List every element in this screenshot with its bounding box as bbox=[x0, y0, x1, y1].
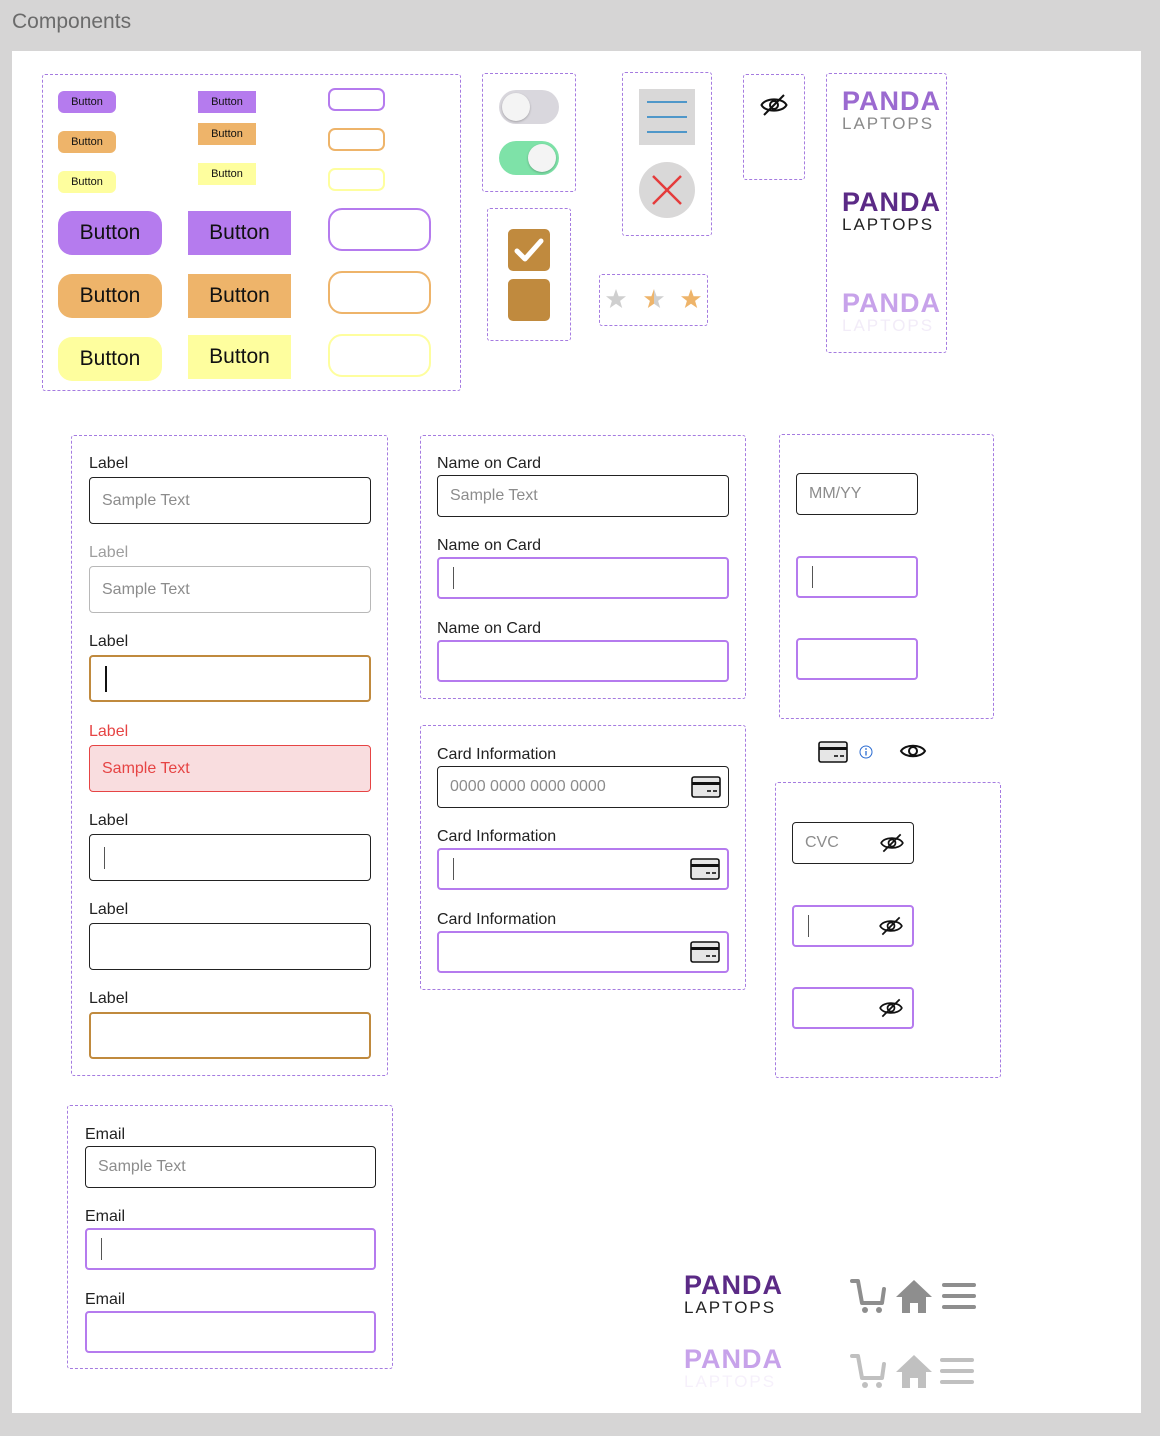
home-icon bbox=[894, 1352, 934, 1390]
credit-card-icon bbox=[818, 741, 848, 763]
email-label: Email bbox=[85, 1208, 126, 1225]
check-icon bbox=[508, 229, 550, 271]
email-input-focused[interactable] bbox=[85, 1311, 376, 1353]
cvc-input-focused[interactable] bbox=[792, 987, 914, 1029]
field-label: Label bbox=[89, 455, 129, 472]
small-purple-square-button[interactable]: Button bbox=[198, 91, 256, 113]
email-input-default[interactable]: Sample Text bbox=[85, 1146, 376, 1188]
credit-card-icon bbox=[691, 776, 721, 798]
credit-card-icon bbox=[690, 941, 720, 963]
checkbox-group bbox=[487, 208, 571, 341]
name-on-card-label: Name on Card bbox=[437, 537, 542, 554]
text-input-default[interactable]: Sample Text bbox=[89, 477, 371, 524]
hamburger-icon bbox=[639, 89, 695, 145]
credit-card-icon bbox=[690, 858, 720, 880]
text-input-typing[interactable] bbox=[89, 834, 371, 881]
large-orange-outline-button[interactable]: Button bbox=[328, 271, 431, 314]
card-number-input-typing[interactable] bbox=[437, 848, 729, 890]
text-input-focused[interactable] bbox=[89, 655, 371, 702]
email-input-typing[interactable] bbox=[85, 1228, 376, 1270]
header-logo[interactable]: PANDA LAPTOPS bbox=[684, 1270, 783, 1317]
card-info-label: Card Information bbox=[437, 828, 557, 845]
text-input-empty[interactable] bbox=[89, 923, 371, 970]
card-info-label: Card Information bbox=[437, 746, 557, 763]
small-orange-square-button[interactable]: Button bbox=[198, 123, 256, 145]
close-icon bbox=[639, 162, 695, 218]
star-icon bbox=[681, 289, 701, 308]
text-input-hover[interactable] bbox=[89, 1012, 371, 1059]
checkbox-checked[interactable] bbox=[508, 229, 550, 271]
header-logo-faded: PANDA LAPTOPS bbox=[684, 1344, 783, 1391]
star-icon bbox=[644, 289, 664, 308]
eye-off-icon[interactable] bbox=[877, 913, 905, 939]
star-icon bbox=[606, 289, 626, 308]
card-info-label: Card Information bbox=[437, 911, 557, 928]
large-purple-button[interactable]: Button bbox=[58, 211, 162, 255]
large-purple-square-button[interactable]: Button bbox=[188, 211, 291, 255]
home-icon[interactable] bbox=[894, 1277, 934, 1315]
email-label: Email bbox=[85, 1126, 126, 1143]
cart-icon[interactable] bbox=[850, 1277, 890, 1315]
cvc-input-typing[interactable] bbox=[792, 905, 914, 947]
large-purple-outline-button[interactable]: Button bbox=[328, 208, 431, 251]
nav-icons bbox=[850, 1277, 980, 1317]
text-input-error[interactable]: Sample Text bbox=[89, 745, 371, 792]
logo-faded: PANDA LAPTOPS bbox=[842, 288, 941, 335]
star-rating[interactable] bbox=[604, 285, 704, 315]
eye-off-icon[interactable] bbox=[878, 830, 906, 856]
name-on-card-input-default[interactable]: Sample Text bbox=[437, 475, 729, 517]
name-on-card-label: Name on Card bbox=[437, 455, 542, 472]
card-number-input-focused[interactable] bbox=[437, 931, 729, 973]
name-on-card-label: Name on Card bbox=[437, 620, 542, 637]
nav-icons-faded bbox=[850, 1352, 980, 1392]
small-orange-button[interactable]: Button bbox=[58, 131, 116, 153]
logo-dark: PANDA LAPTOPS bbox=[842, 187, 941, 234]
large-orange-square-button[interactable]: Button bbox=[188, 274, 291, 318]
eye-off-icon[interactable] bbox=[877, 995, 905, 1021]
small-yellow-button[interactable]: Button bbox=[58, 171, 116, 193]
text-input-disabled[interactable]: Sample Text bbox=[89, 566, 371, 613]
name-on-card-input-focused[interactable] bbox=[437, 640, 729, 682]
small-purple-button[interactable]: Button bbox=[58, 91, 116, 113]
cart-icon bbox=[850, 1352, 890, 1390]
checkbox-unchecked[interactable] bbox=[508, 279, 550, 321]
field-label-disabled: Label bbox=[89, 544, 129, 561]
eye-icon[interactable] bbox=[899, 740, 927, 762]
field-label-focused: Label bbox=[89, 633, 129, 650]
large-yellow-outline-button[interactable]: Button bbox=[328, 334, 431, 377]
eye-off-icon[interactable] bbox=[759, 90, 789, 120]
field-label-hover: Label bbox=[89, 990, 129, 1007]
card-number-input-default[interactable]: 0000 0000 0000 0000 bbox=[437, 766, 729, 808]
field-label-empty: Label bbox=[89, 901, 129, 918]
name-on-card-input-typing[interactable] bbox=[437, 557, 729, 599]
close-button[interactable] bbox=[639, 162, 695, 218]
small-yellow-outline-button[interactable]: Button bbox=[328, 168, 385, 191]
cvc-input-default[interactable]: CVC bbox=[792, 822, 914, 864]
large-yellow-square-button[interactable]: Button bbox=[188, 335, 291, 379]
small-yellow-square-button[interactable]: Button bbox=[198, 163, 256, 185]
expiry-input-focused[interactable] bbox=[796, 638, 918, 680]
hamburger-icon[interactable] bbox=[940, 1277, 978, 1315]
email-label: Email bbox=[85, 1291, 126, 1308]
field-label-error: Label bbox=[89, 723, 129, 740]
hamburger-icon bbox=[938, 1352, 976, 1390]
info-icon[interactable] bbox=[859, 745, 873, 759]
large-yellow-button[interactable]: Button bbox=[58, 337, 162, 381]
hamburger-button[interactable] bbox=[639, 89, 695, 145]
toggle-off[interactable] bbox=[499, 90, 559, 124]
logo-light: PANDA LAPTOPS bbox=[842, 86, 941, 133]
toggle-on[interactable] bbox=[499, 141, 559, 175]
page-title: Components bbox=[12, 10, 132, 33]
large-orange-button[interactable]: Button bbox=[58, 274, 162, 318]
expiry-input-default[interactable]: MM/YY bbox=[796, 473, 918, 515]
field-label-typing: Label bbox=[89, 812, 129, 829]
small-purple-outline-button[interactable]: Button bbox=[328, 88, 385, 111]
small-orange-outline-button[interactable]: Button bbox=[328, 128, 385, 151]
expiry-input-typing[interactable] bbox=[796, 556, 918, 598]
